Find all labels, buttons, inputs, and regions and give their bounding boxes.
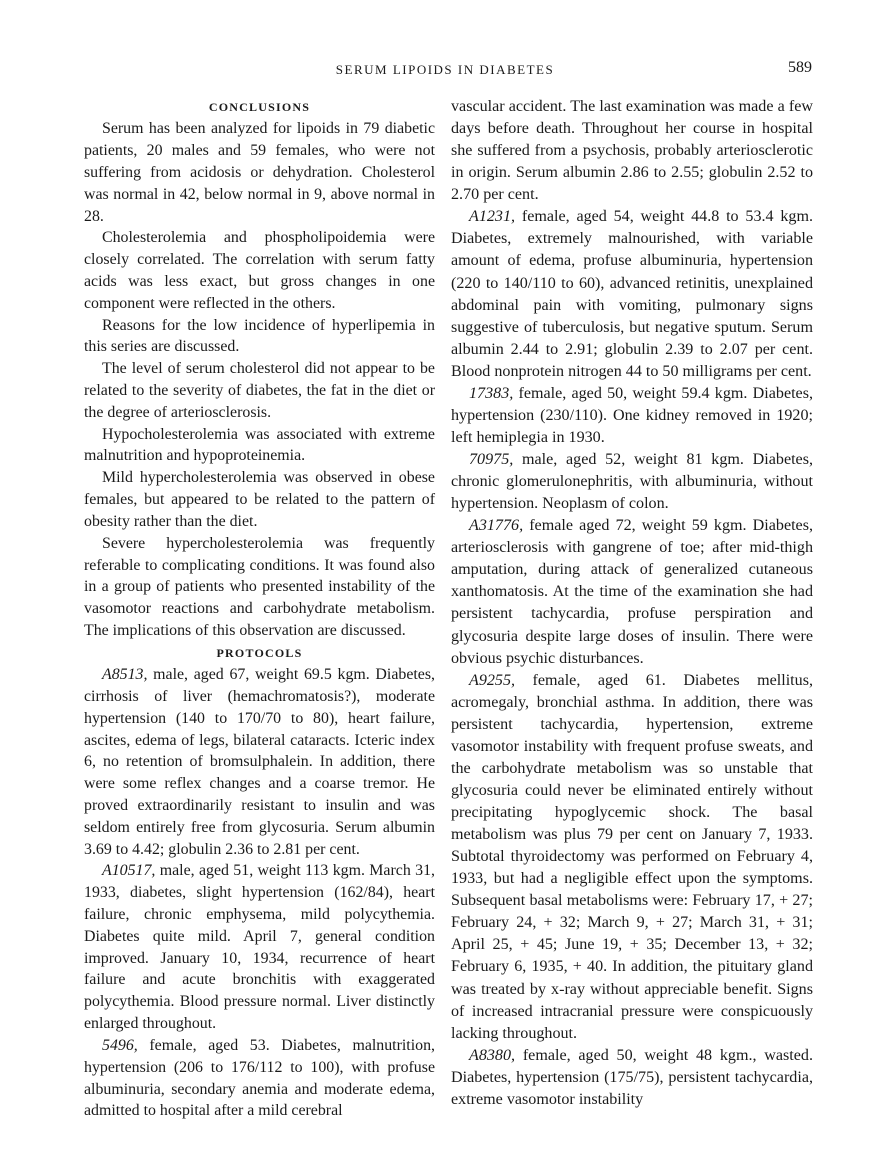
conclusion-paragraph: Severe hypercholesterolemia was frequently referable to complicating conditions. It was found also in a group of patients who presented instability of the vasomotor reactions and carbohydrate metabolism. The implications of this observation are discussed.: [84, 534, 435, 639]
conclusions-heading: CONCLUSIONS: [208, 100, 311, 114]
protocol-text: female, aged 54, weight 44.8 to 53.4 kgm. Diabetes, extremely malnourished, with variable amount of edema, profuse albuminuria, hypertension (220 to 140/110 to 60), advanced retinitis, unexplained abdominal pain with vomiting, pulmonary signs suggestive of tuberculosis, but negative sputum. Serum albumin 2.44 to 2.91; globulin 2.39 to 2.07 per cent. Blood nonprotein nitrogen 44 to 50 milligrams per cent.: [451, 208, 813, 380]
case-id: 17383,: [469, 384, 514, 402]
protocol-text: female, aged 61. Diabetes mellitus, acromegaly, bronchial asthma. In addition, there was persistent tachycardia, hypertension, extreme vasomotor instability with frequent profuse sweats, and the carbohydrate metabolism was so unstable that glycosuria could never be eliminated entirely without precipitating hypoglycemic shock. The basal metabolism was plus 79 per cent on January 7, 1933. Subtotal thyroidectomy was performed on February 4, 1933, but had a negligible effect upon the symptoms. Subsequent basal metabolisms were: February 17, + 27; February 24, + 32; March 9, + 27; March 31, + 31; April 25, + 45; June 19, + 35; December 13, + 32; February 6, 1935, + 40. In addition, the pituitary gland was treated by x-ray without appreciable benefit. Signs of increased intracranial pressure were conspicuously lacking throughout.: [451, 671, 813, 1042]
protocol-text: male, aged 67, weight 69.5 kgm. Diabetes, cirrhosis of liver (hemachromatosis?), moderate hypertension (140 to 170/70 to 80), heart failure, ascites, edema of legs, bilateral cataracts. Icteric index 6, no retention of bromsulphalein. In addition, there were some reflex changes and a coarse tremor. He proved extraordinarily resistant to insulin and was seldom entirely free from glycosuria. Serum albumin 3.69 to 4.42; globulin 2.36 to 2.81 per cent.: [84, 666, 435, 858]
conclusion-paragraph: Serum has been analyzed for lipoids in 79 diabetic patients, 20 males and 59 females, who were not suffering from acidosis or dehydration. Cholesterol was normal in 42, below normal in 9, above normal in 28.: [84, 120, 435, 225]
protocol-text: male, aged 52, weight 81 kgm. Diabetes, chronic glomerulonephritis, with albuminuria, without hypertension. Neoplasm of colon.: [451, 451, 813, 513]
protocol-text: female, aged 50, weight 48 kgm., wasted. Diabetes, hypertension (175/75), persistent tachycardia, extreme vasomotor instability: [451, 1046, 813, 1108]
conclusion-paragraph: Reasons for the low incidence of hyperlipemia in this series are discussed.: [84, 316, 435, 356]
conclusion-paragraph: The level of serum cholesterol did not appear to be related to the severity of diabetes, the fat in the diet or the degree of arteriosclerosis.: [84, 360, 435, 421]
protocol-text: female, aged 50, weight 59.4 kgm. Diabetes, hypertension (230/110). One kidney removed in 1920; left hemiplegia in 1930.: [451, 384, 813, 446]
case-id: A1231,: [469, 208, 516, 226]
right-column: [451, 96, 813, 1111]
continuation-paragraph: vascular accident. The last examination was made a few days before death. Throughout her course in hospital she suffered from a psychosis, probably arteriosclerotic in origin. Serum albumin 2.86 to 2.55; globulin 2.52 to 2.70 per cent.: [451, 98, 813, 204]
protocol-text: female, aged 53. Diabetes, malnutrition, hypertension (206 to 176/112 to 100), with profuse albuminuria, secondary anemia and moderate edema, admitted to hospital after a mild cerebral: [84, 1036, 435, 1120]
conclusion-paragraph: Mild hypercholesterolemia was observed in obese females, but appeared to be related to the pattern of obesity rather than the diet.: [84, 469, 435, 530]
case-id: A8380,: [469, 1046, 516, 1064]
protocols-heading: PROTOCOLS: [216, 645, 303, 660]
protocol-paragraph: [451, 670, 813, 1045]
conclusion-paragraph: Hypocholesterolemia was associated with extreme malnutrition and hypoproteinemia.: [84, 425, 435, 465]
case-id: 70975,: [469, 451, 514, 468]
protocol-paragraph: [84, 664, 435, 860]
protocol-paragraph: [451, 449, 813, 515]
running-title: SERUM LIPOIDS IN DIABETES: [335, 62, 555, 77]
page-number: 589: [788, 59, 812, 76]
case-id: A8513,: [102, 666, 148, 684]
protocol-paragraph: [84, 1035, 435, 1122]
conclusion-paragraph: Cholesterolemia and phospholipoidemia were closely correlated. The correlation with serum fatty acids was less exact, but gross changes in one component were reflected in the others.: [84, 229, 435, 312]
protocol-paragraph: [451, 206, 813, 383]
protocol-text: male, aged 51, weight 113 kgm. March 31, 1933, diabetes, slight hypertension (162/84), heart failure, chronic emphysema, mild polycythemia. Diabetes quite mild. April 7, general condition improved. January 10, 1934, recurrence of heart failure and acute bronchitis with exaggerated polycythemia. Blood pressure normal. Liver distinctly enlarged throughout.: [84, 862, 435, 1033]
case-id: A10517,: [102, 862, 156, 880]
protocol-text: female aged 72, weight 59 kgm. Diabetes, arteriosclerosis with gangrene of toe; after mid-thigh amputation, during attack of generalized cutaneous xanthomatosis. At the time of the examination she had persistent tachycardia, profuse perspiration and glycosuria despite large doses of insulin. There were obvious psychic disturbances.: [451, 517, 813, 667]
protocol-paragraph: [84, 860, 435, 1035]
protocol-paragraph: [451, 1045, 813, 1111]
left-column: [84, 96, 435, 1122]
case-id: A9255,: [469, 671, 516, 689]
case-id: 5496,: [102, 1036, 138, 1054]
protocol-paragraph: [451, 383, 813, 449]
case-id: A31776,: [469, 517, 524, 535]
protocol-paragraph: [451, 515, 813, 669]
